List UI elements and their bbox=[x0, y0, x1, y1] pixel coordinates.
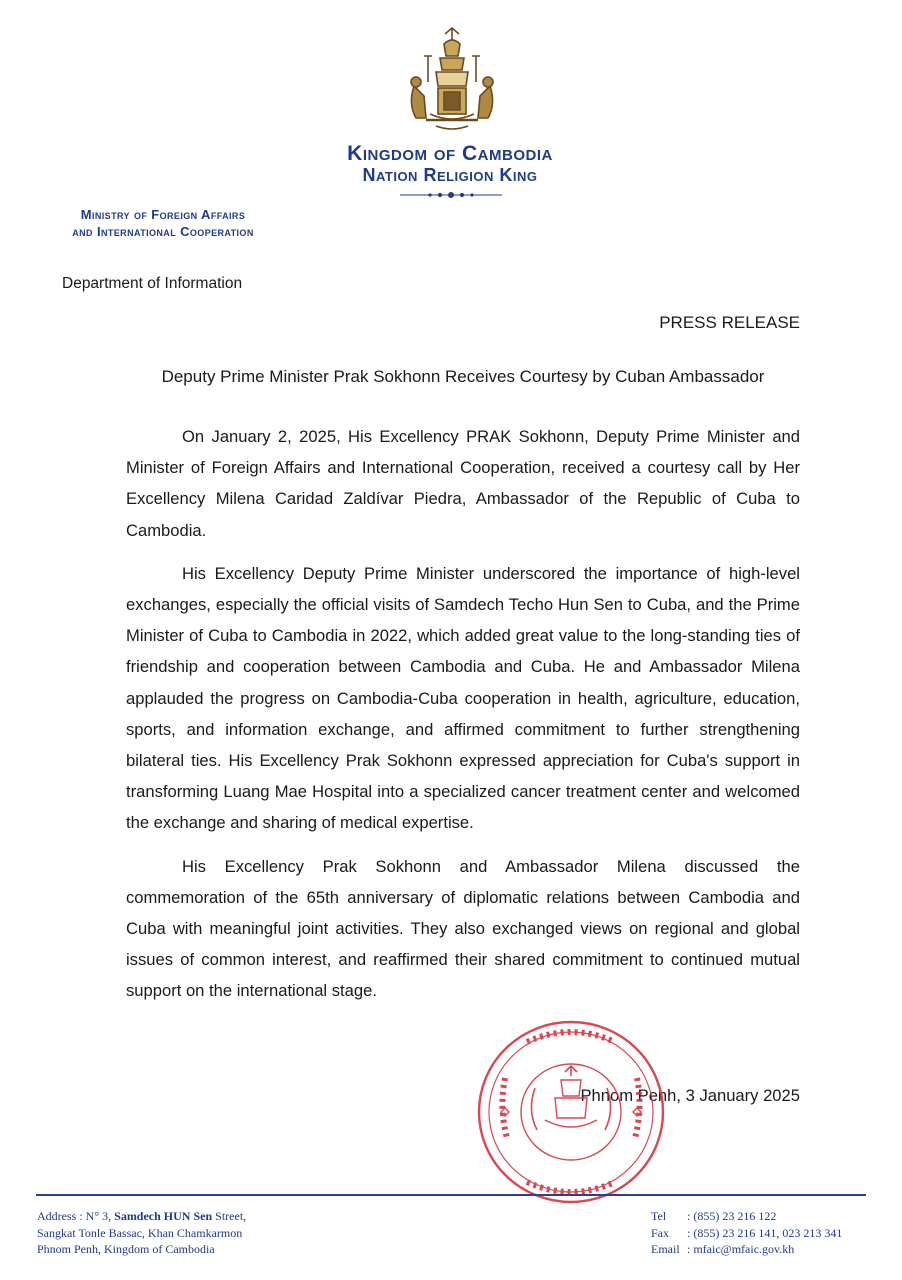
royal-crest-icon bbox=[400, 26, 504, 134]
address-prefix: Address : N° 3, bbox=[37, 1209, 115, 1223]
email-label: Email bbox=[651, 1242, 680, 1256]
footer-contact bbox=[651, 1208, 842, 1258]
tel-value: : (855) 23 216 122 bbox=[687, 1209, 777, 1223]
tel-line bbox=[651, 1208, 842, 1225]
department-label: Department of Information bbox=[62, 275, 243, 292]
place-date-line: Phnom Penh, 3 January 2025 bbox=[580, 1086, 800, 1105]
kingdom-title: Kingdom of Cambodia bbox=[347, 142, 553, 165]
press-release-headline: Deputy Prime Minister Prak Sokhonn Receives Courtesy by Cuban Ambassador bbox=[161, 367, 765, 386]
document-type-label: PRESS RELEASE bbox=[659, 313, 800, 332]
official-seal-icon bbox=[475, 1018, 667, 1206]
ministry-name-line2: and International Cooperation bbox=[72, 224, 254, 239]
footer-address bbox=[37, 1208, 246, 1258]
footer-divider bbox=[36, 1194, 866, 1196]
ministry-name-line1: Ministry of Foreign Affairs bbox=[80, 207, 246, 222]
address-street-suffix: Street, bbox=[212, 1209, 247, 1223]
press-release-body bbox=[126, 421, 800, 1019]
fax-label: Fax bbox=[651, 1225, 669, 1240]
fax-line bbox=[651, 1225, 842, 1242]
body-paragraph: His Excellency Deputy Prime Minister underscored the importance of high-level exchanges, especially the official visits of Samdech Techo Hun Sen to Cuba, and the Prime Minister of Cuba to Cambodia in 2022, which added great value to the long-standing ties of friendship and cooperation between Cambodia and Cuba. He and Ambassador Milena applauded the progress on Cambodia-Cuba cooperation in health, agriculture, education, sports, and information exchange, and affirmed commitment to further strengthening bilateral ties. His Excellency Prak Sokhonn expressed appreciation for Cuba's support in transforming Luang Mae Hospital into a specialized cancer treatment center and welcomed the exchange and sharing of medical expertise. bbox=[126, 563, 800, 833]
address-line3: Phnom Penh, Kingdom of Cambodia bbox=[37, 1242, 215, 1256]
email-value[interactable]: : mfaic@mfaic.gov.kh bbox=[687, 1242, 795, 1256]
address-line1 bbox=[37, 1208, 246, 1225]
address-line2: Sangkat Tonle Bassac, Khan Chamkarmon bbox=[37, 1225, 243, 1240]
address-street-name: Samdech HUN Sen bbox=[114, 1209, 213, 1223]
body-paragraph: On January 2, 2025, His Excellency PRAK Sokhonn, Deputy Prime Minister and Minister of Foreign Affairs and International Cooperation, received a courtesy call by Her Excellency Milena Caridad Zaldívar Piedra, Ambassador of the Republic of Cuba to Cambodia. bbox=[126, 427, 800, 540]
tel-label: Tel bbox=[651, 1209, 667, 1223]
body-paragraph: His Excellency Prak Sokhonn and Ambassador Milena discussed the commemoration of the 65th anniversary of diplomatic relations between Cambodia and Cuba with meaningful joint activities. They also exchanged views on regional and global issues of common interest, and reaffirmed their shared commitment to continued mutual support on the international stage. bbox=[126, 856, 800, 1001]
fax-value: : (855) 23 216 141, 023 213 341 bbox=[687, 1225, 843, 1240]
email-line bbox=[651, 1241, 842, 1258]
ornamental-divider-icon bbox=[396, 190, 506, 200]
kingdom-motto: Nation Religion King bbox=[362, 165, 538, 185]
